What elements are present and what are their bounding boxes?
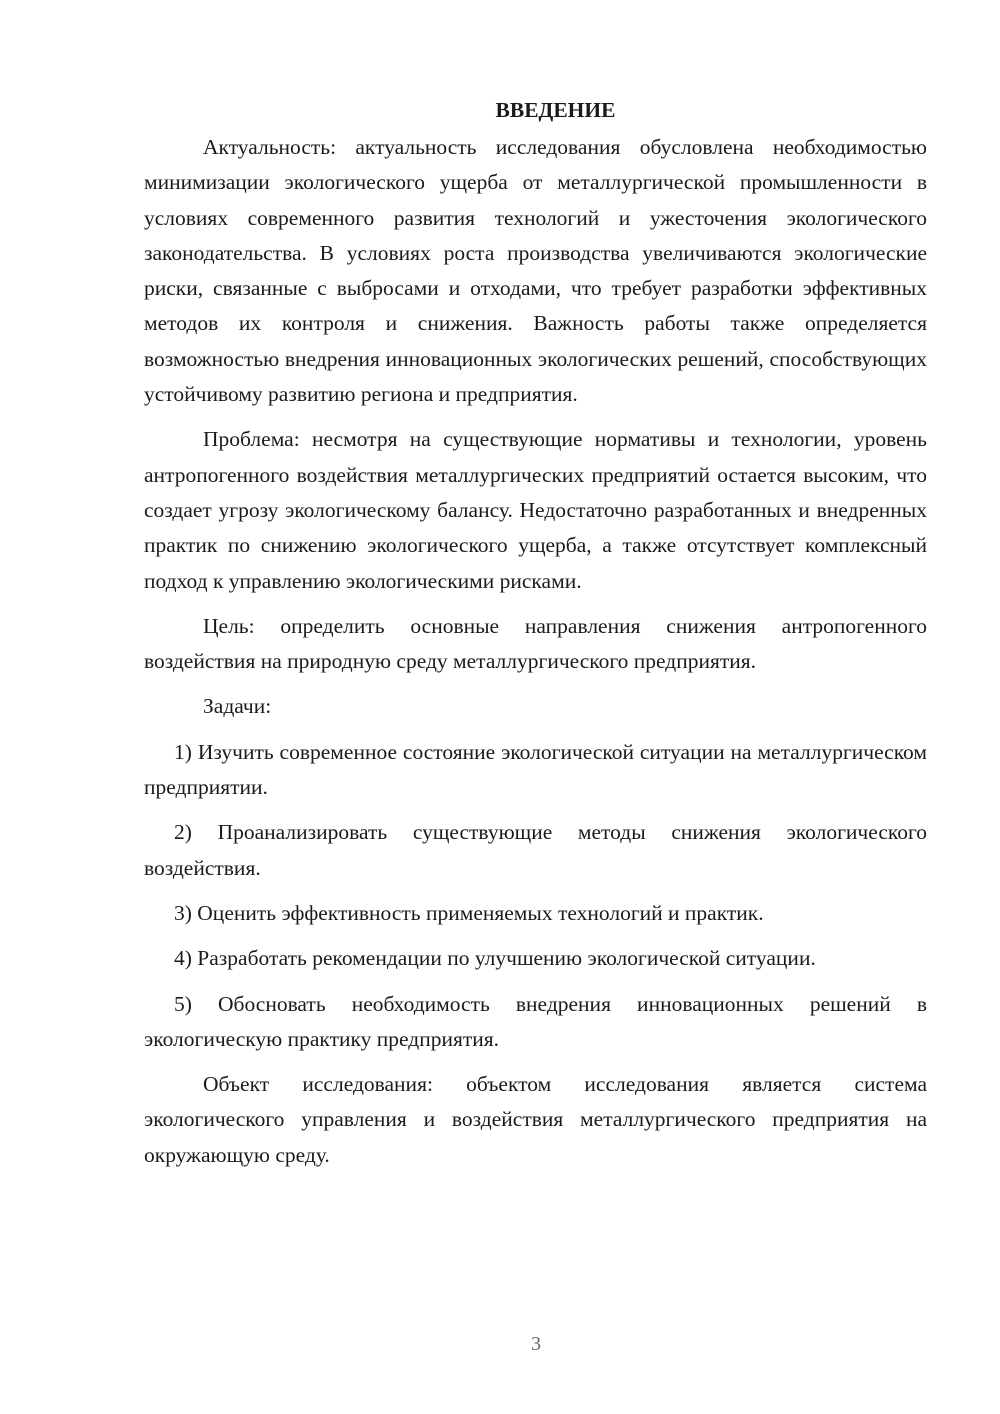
- page-content: [144, 92, 927, 1173]
- object-paragraph: Объект исследования: объектом исследования является система экологического управления и воздействия металлургического предприятия на окружающую среду.: [144, 1072, 927, 1167]
- task-item-4: 4) Разработать рекомендации по улучшению экологической ситуации.: [174, 946, 816, 971]
- task-item-1: 1) Изучить современное состояние экологической ситуации на металлургическом предприятии.: [144, 739, 927, 800]
- page-title: ВВЕДЕНИЕ: [495, 98, 616, 122]
- problem-paragraph: Проблема: несмотря на существующие нормативы и технологии, уровень антропогенного воздействия металлургических предприятий остается высоким, что создает угрозу экологическому балансу. Недостаточно разработанных и внедренных практик по снижению экологического ущерба, а также отсутствует комплексный подход к управлению экологическими рисками.: [144, 427, 927, 593]
- relevance-paragraph: Актуальность: актуальность исследования обусловлена необходимостью минимизации экологического ущерба от металлургической промышленности в условиях современного развития технологий и ужесточения экологического законодательства. В условиях роста производства увеличиваются экологические риски, связанные с выбросами и отходами, что требует разработки эффективных методов их контроля и снижения. Важность работы также определяется возможностью внедрения инновационных экологических решений, способствующих устойчивому развитию региона и предприятия.: [144, 135, 927, 407]
- task-item-3: 3) Оценить эффективность применяемых технологий и практик.: [174, 900, 764, 925]
- goal-paragraph: Цель: определить основные направления снижения антропогенного воздействия на природную среду металлургического предприятия.: [144, 613, 927, 674]
- task-item-5: 5) Обосновать необходимость внедрения инновационных решений в экологическую практику предприятия.: [144, 991, 927, 1051]
- page-number: 3: [531, 1333, 541, 1355]
- task-item-2: 2) Проанализировать существующие методы снижения экологического воздействия.: [144, 820, 927, 880]
- tasks-heading: Задачи:: [203, 694, 272, 719]
